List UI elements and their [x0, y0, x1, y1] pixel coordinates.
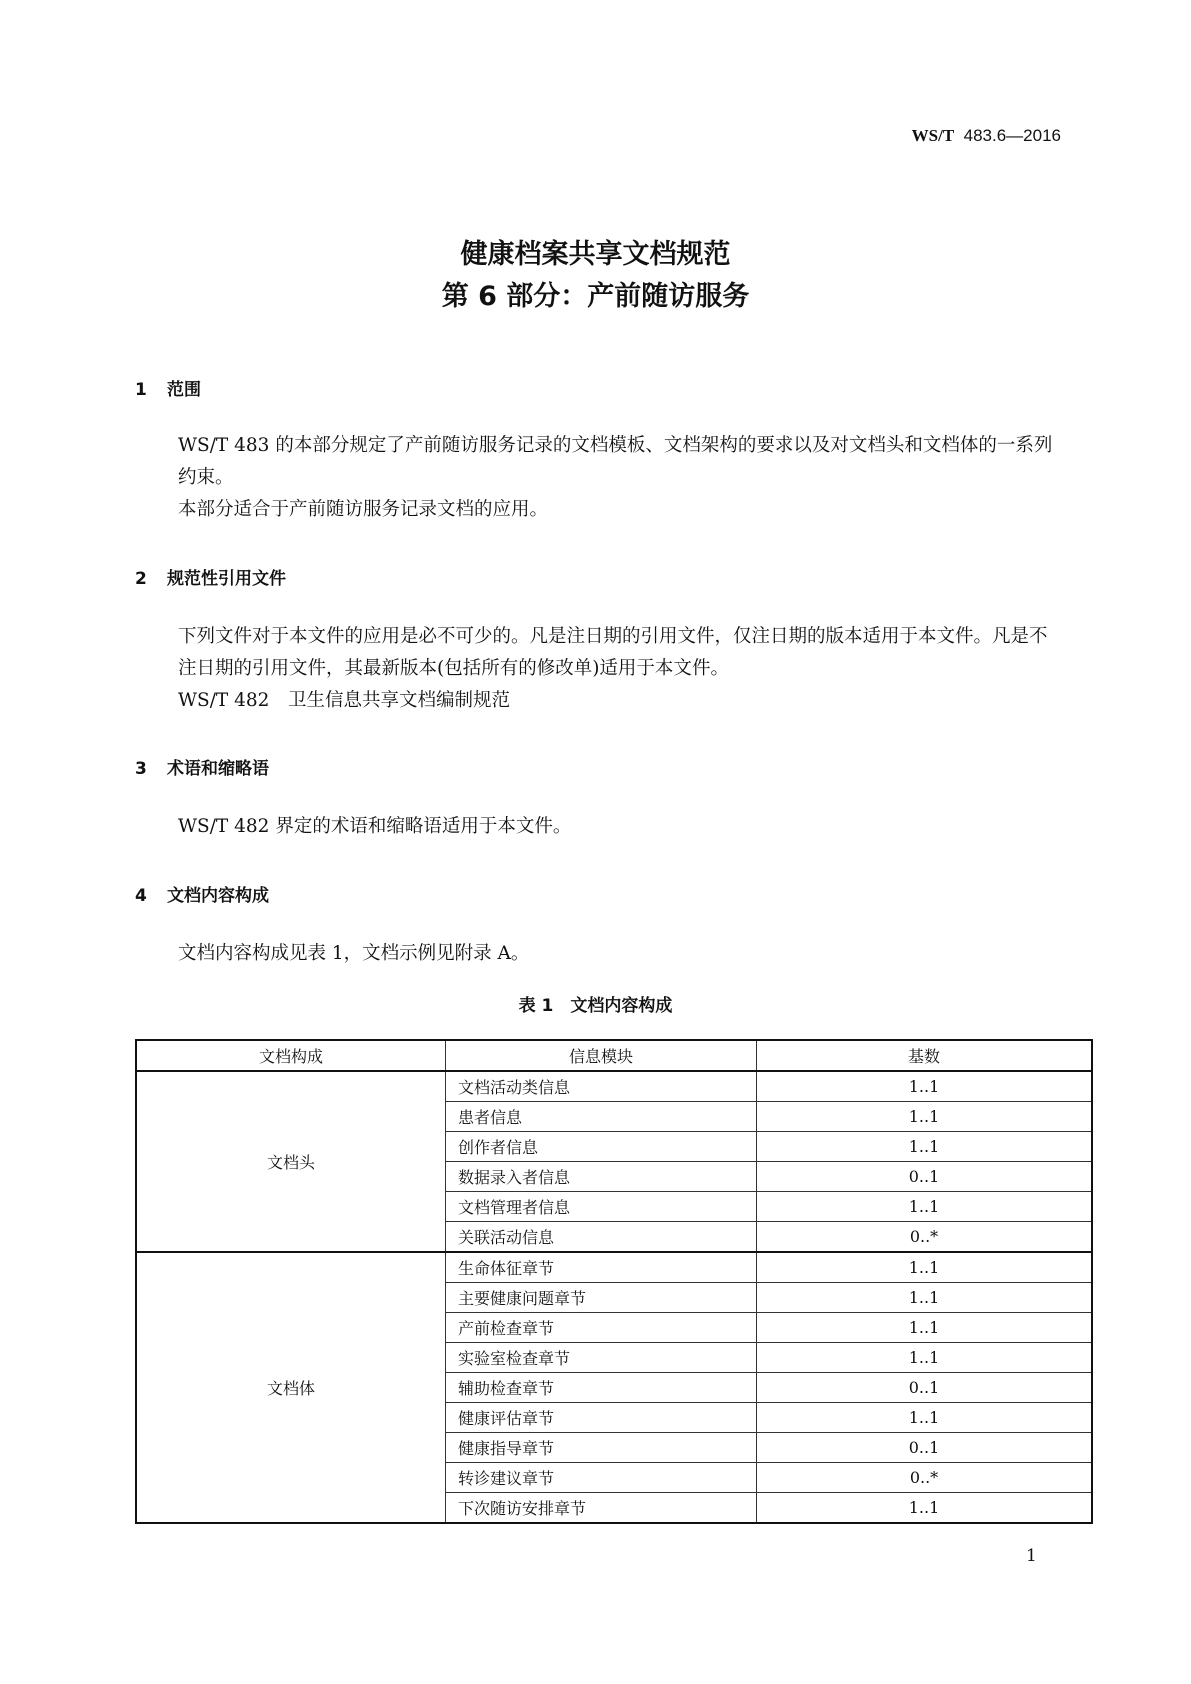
section-body — [135, 811, 1065, 843]
module-cell: 文档活动类信息 — [446, 1071, 757, 1102]
module-cell: 患者信息 — [446, 1102, 757, 1132]
doc-subtitle: 第 6 部分：产前随访服务 — [441, 281, 750, 312]
cardinality-cell: 0..* — [757, 1463, 1093, 1493]
cardinality-cell: 1..1 — [757, 1343, 1093, 1373]
cardinality-cell: 0..* — [757, 1222, 1093, 1253]
cardinality-cell: 1..1 — [757, 1192, 1093, 1222]
paragraph: 本部分适合于产前随访服务记录文档的应用。 — [178, 499, 549, 520]
content-table — [135, 1039, 1093, 1524]
module-cell: 数据录入者信息 — [446, 1162, 757, 1192]
group-cell: 文档体 — [136, 1252, 446, 1523]
module-cell: 创作者信息 — [446, 1132, 757, 1162]
paragraph: WS/T 482 卫生信息共享文档编制规范 — [178, 690, 510, 711]
module-cell: 产前检查章节 — [446, 1313, 757, 1343]
paragraph: 文档内容构成见表 1，文档示例见附录 A。 — [178, 943, 530, 964]
column-header: 信息模块 — [446, 1040, 757, 1071]
cardinality-cell: 1..1 — [757, 1071, 1093, 1102]
column-header: 基数 — [757, 1040, 1093, 1071]
module-cell: 健康指导章节 — [446, 1433, 757, 1463]
module-cell: 关联活动信息 — [446, 1222, 757, 1253]
table-row — [136, 1071, 1092, 1102]
doc-title: 健康档案共享文档规范 — [460, 239, 731, 270]
group-cell: 文档头 — [136, 1071, 446, 1252]
module-cell: 生命体征章节 — [446, 1252, 757, 1283]
cardinality-cell: 1..1 — [757, 1283, 1093, 1313]
cardinality-cell: 1..1 — [757, 1403, 1093, 1433]
section-body — [135, 621, 1065, 717]
std-number: 483.6—2016 — [963, 126, 1061, 145]
section-heading: 3 术语和缩略语 — [135, 759, 269, 779]
module-cell: 转诊建议章节 — [446, 1463, 757, 1493]
cardinality-cell: 0..1 — [757, 1373, 1093, 1403]
module-cell: 文档管理者信息 — [446, 1192, 757, 1222]
column-header: 文档构成 — [136, 1040, 446, 1071]
module-cell: 主要健康问题章节 — [446, 1283, 757, 1313]
table-caption: 表 1 文档内容构成 — [518, 996, 673, 1016]
paragraph: WS/T 483 的本部分规定了产前随访服务记录的文档模板、文档架构的要求以及对文档头和文档体的一系列约束。 — [178, 435, 1053, 488]
cardinality-cell: 1..1 — [757, 1132, 1093, 1162]
cardinality-cell: 1..1 — [757, 1102, 1093, 1132]
table-row — [136, 1252, 1092, 1283]
section-heading: 1 范围 — [135, 380, 201, 400]
paragraph: 下列文件对于本文件的应用是必不可少的。凡是注日期的引用文件，仅注日期的版本适用于本文件。凡是不注日期的引用文件，其最新版本(包括所有的修改单)适用于本文件。 — [178, 626, 1048, 679]
module-cell: 实验室检查章节 — [446, 1343, 757, 1373]
cardinality-cell: 0..1 — [757, 1162, 1093, 1192]
section-body — [135, 938, 1065, 970]
cardinality-cell: 0..1 — [757, 1433, 1093, 1463]
page-number: 1 — [1026, 1546, 1037, 1566]
std-prefix: WS/T — [911, 126, 955, 145]
section-body — [135, 430, 1065, 526]
cardinality-cell: 1..1 — [757, 1493, 1093, 1524]
module-cell: 辅助检查章节 — [446, 1373, 757, 1403]
section-heading: 2 规范性引用文件 — [135, 569, 286, 589]
cardinality-cell: 1..1 — [757, 1313, 1093, 1343]
cardinality-cell: 1..1 — [757, 1252, 1093, 1283]
module-cell: 下次随访安排章节 — [446, 1493, 757, 1524]
paragraph: WS/T 482 界定的术语和缩略语适用于本文件。 — [178, 816, 572, 837]
section-heading: 4 文档内容构成 — [135, 886, 269, 906]
standard-number — [912, 126, 1061, 146]
module-cell: 健康评估章节 — [446, 1403, 757, 1433]
